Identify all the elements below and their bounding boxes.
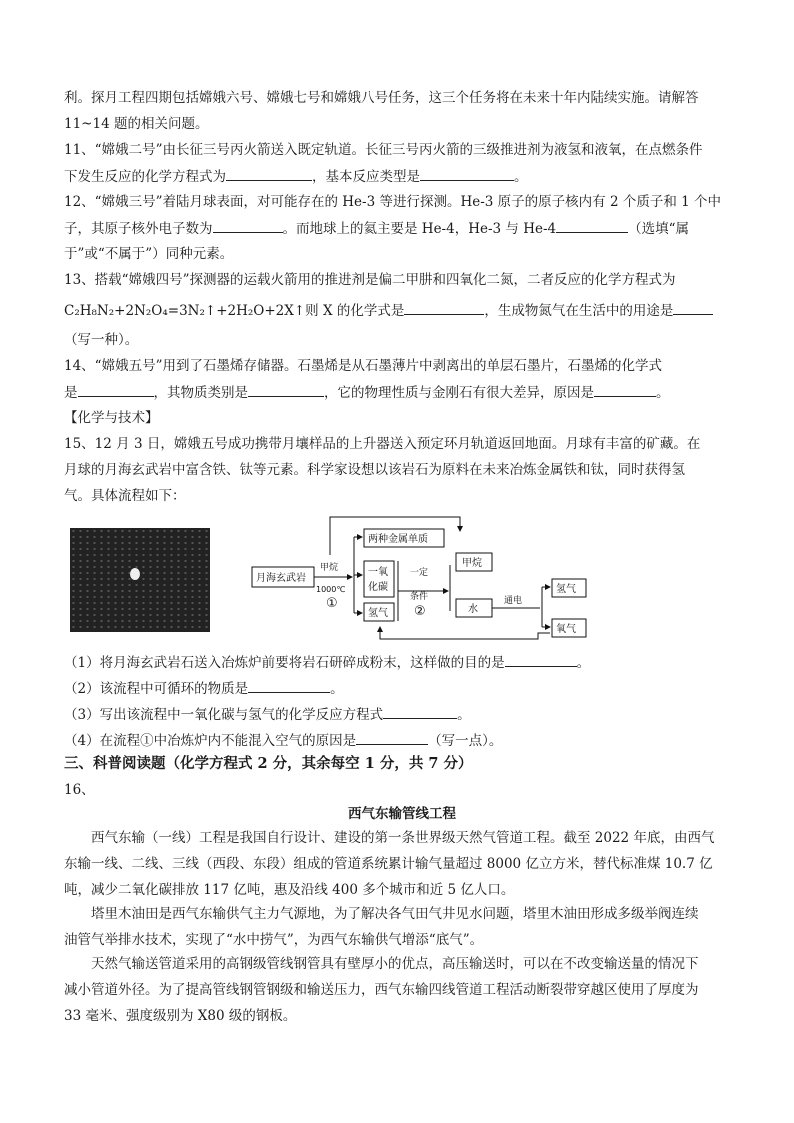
question-14: 14、“嫦娥五号”用到了石墨烯存储器。石墨烯是从石墨薄片中剥离出的单层石墨片，石墨烯的化学式: [64, 358, 662, 374]
flow-metals: 两种金属单质: [368, 534, 428, 545]
flow-h2-mid: 氢气: [368, 608, 388, 619]
text: 。: [457, 707, 471, 723]
text: 下发生反应的化学方程式为: [64, 169, 226, 185]
lunar-rock-photo: [70, 528, 210, 632]
question-15-1: [64, 652, 590, 673]
answer-blank[interactable]: [594, 382, 656, 397]
text: ，它的物理性质与金刚石有很大差异，原因是: [324, 385, 594, 401]
answer-blank[interactable]: [226, 166, 312, 181]
question-16: 16、: [64, 782, 95, 798]
text: 。而地球上的氦主要是 He-4，He-3 与 He-4: [282, 221, 557, 237]
article-title: 西气东输管线工程: [348, 806, 456, 822]
flow-methane: 甲烷: [462, 558, 482, 569]
answer-blank[interactable]: [556, 218, 628, 233]
flow-step2: ②: [414, 604, 426, 619]
text: 。: [656, 385, 670, 401]
flow-cond-1: 一定: [410, 568, 429, 578]
flow-elec: 通电: [504, 596, 523, 606]
chemical-equation: C₂H₈N₂+2N₂O₄=3N₂↑+2H₂O+2X↑: [64, 303, 306, 319]
answer-blank[interactable]: [248, 382, 324, 397]
flow-co-1: 一氧: [368, 567, 388, 578]
text: （2）该流程中可循环的物质是: [64, 681, 249, 697]
text: （1）将月海玄武岩石送入冶炼炉前要将岩石研碎成粉末，这样做的目的是: [64, 655, 505, 671]
text-line: 月球的月海玄武岩中富含铁、钛等元素。科学家设想以该岩石为原料在未来冶炼金属铁和钛，同时获得氢: [64, 462, 685, 478]
question-12-line2: [64, 218, 689, 239]
question-15-3: [64, 704, 471, 725]
question-15-4: [64, 730, 502, 751]
answer-blank[interactable]: [78, 382, 154, 397]
answer-blank[interactable]: [248, 678, 330, 693]
text-line: 于”或“不属于”）同种元素。: [64, 246, 234, 262]
answer-blank[interactable]: [356, 730, 428, 745]
answer-blank[interactable]: [673, 300, 713, 315]
text: 是: [64, 385, 78, 401]
text: 则 X 的化学式是: [305, 303, 405, 319]
section-heading-chem-tech: 【化学与技术】: [64, 410, 159, 426]
paragraph-line: 减小管道外径。为了提高管线钢管钢级和输送压力，西气东输四线管道工程活动断裂带穿越区使用了厚度为: [64, 982, 699, 998]
text-line: 利。探月工程四期包括嫦娥六号、嫦娥七号和嫦娥八号任务，这三个任务将在未来十年内陆续实施。请解答: [64, 90, 699, 106]
question-12: 12、“嫦娥三号”着陆月球表面，对可能存在的 He-3 等进行探测。He-3 原子的原子核内有 2 个质子和 1 个中: [64, 194, 722, 210]
flow-temp: 1000℃: [316, 585, 346, 594]
flow-cond-2: 条件: [410, 592, 429, 602]
question-15: 15、12 月 3 日，嫦娥五号成功携带月壤样品的上升器送入预定环月轨道返回地面。月球有丰富的矿藏。在: [64, 436, 701, 452]
text: ，基本反应类型是: [312, 169, 420, 185]
process-flow-diagram: [250, 515, 590, 643]
paragraph-line: 天然气输送管道采用的高钢级管线钢管具有壁厚小的优点，高压输送时，可以在不改变输送量的情况下: [91, 956, 699, 972]
paragraph-line: 塔里木油田是西气东输供气主力气源地，为了解决各气田气井见水问题，塔里木油田形成多级举阀连续: [91, 906, 699, 922]
text: 。: [330, 681, 344, 697]
text: （3）写出该流程中一氧化碳与氢气的化学反应方程式: [64, 707, 384, 723]
answer-blank[interactable]: [213, 218, 283, 233]
answer-blank[interactable]: [505, 652, 577, 667]
flow-co-2: 化碳: [368, 582, 388, 593]
question-13-line2: [64, 300, 713, 321]
flow-water: 水: [468, 604, 478, 615]
question-13: 13、搭载“嫦娥四号”探测器的运载火箭用的推进剂是偏二甲肼和四氧化二氮，二者反应的化学方程式为: [64, 272, 676, 288]
text: 子，其原子核外电子数为: [64, 221, 213, 237]
photo-highlight: [130, 568, 140, 580]
text: ，生成物氮气在生活中的用途是: [484, 303, 674, 319]
paragraph-line: 吨，减少二氧化碳排放 117 亿吨，惠及沿线 400 多个城市和近 5 亿人口。: [64, 882, 515, 898]
flow-out-o2: 氧气: [556, 624, 576, 635]
answer-blank[interactable]: [404, 300, 484, 315]
text: （选填“属: [628, 221, 690, 237]
section-heading-3: 三、科普阅读题（化学方程式 2 分，其余每空 1 分，共 7 分）: [64, 755, 473, 772]
answer-blank[interactable]: [420, 166, 514, 181]
paragraph-line: 东输一线、二线、三线（西段、东段）组成的管道系统累计输气量超过 8000 亿立方米，替代标准煤 10.7 亿: [64, 856, 713, 872]
flow-step1: ①: [326, 596, 338, 611]
question-14-line2: [64, 382, 670, 403]
flow-reagent: 甲烷: [320, 563, 339, 573]
paragraph-line: 油管气举排水技术，实现了“水中捞气”，为西气东输供气增添“底气”。: [64, 932, 484, 948]
question-15-2: [64, 678, 344, 699]
text: ，其物质类别是: [153, 385, 248, 401]
text-line: 气。具体流程如下：: [64, 488, 186, 504]
paragraph-line: 西气东输（一线）工程是我国自行设计、建设的第一条世界级天然气管道工程。截至 2022 年底，由西气: [91, 830, 715, 846]
question-11-line2: [64, 166, 528, 187]
answer-blank[interactable]: [383, 704, 457, 719]
question-11: 11、“嫦娥二号”由长征三号丙火箭送入既定轨道。长征三号丙火箭的三级推进剂为液氢和液氧，在点燃条件: [64, 142, 703, 158]
text: （4）在流程①中冶炼炉内不能混入空气的原因是: [64, 733, 357, 749]
flow-start: 月海玄武岩: [256, 573, 306, 584]
text: 。: [514, 169, 528, 185]
text-line: （写一种）。: [64, 332, 139, 348]
text-line: 11~14 题的相关问题。: [64, 116, 209, 132]
paragraph-line: 33 毫米、强度级别为 X80 级的钢板。: [64, 1008, 297, 1024]
flow-out-h2: 氢气: [556, 584, 576, 595]
text: 。: [576, 655, 591, 671]
text: （写一点）。: [428, 733, 503, 749]
